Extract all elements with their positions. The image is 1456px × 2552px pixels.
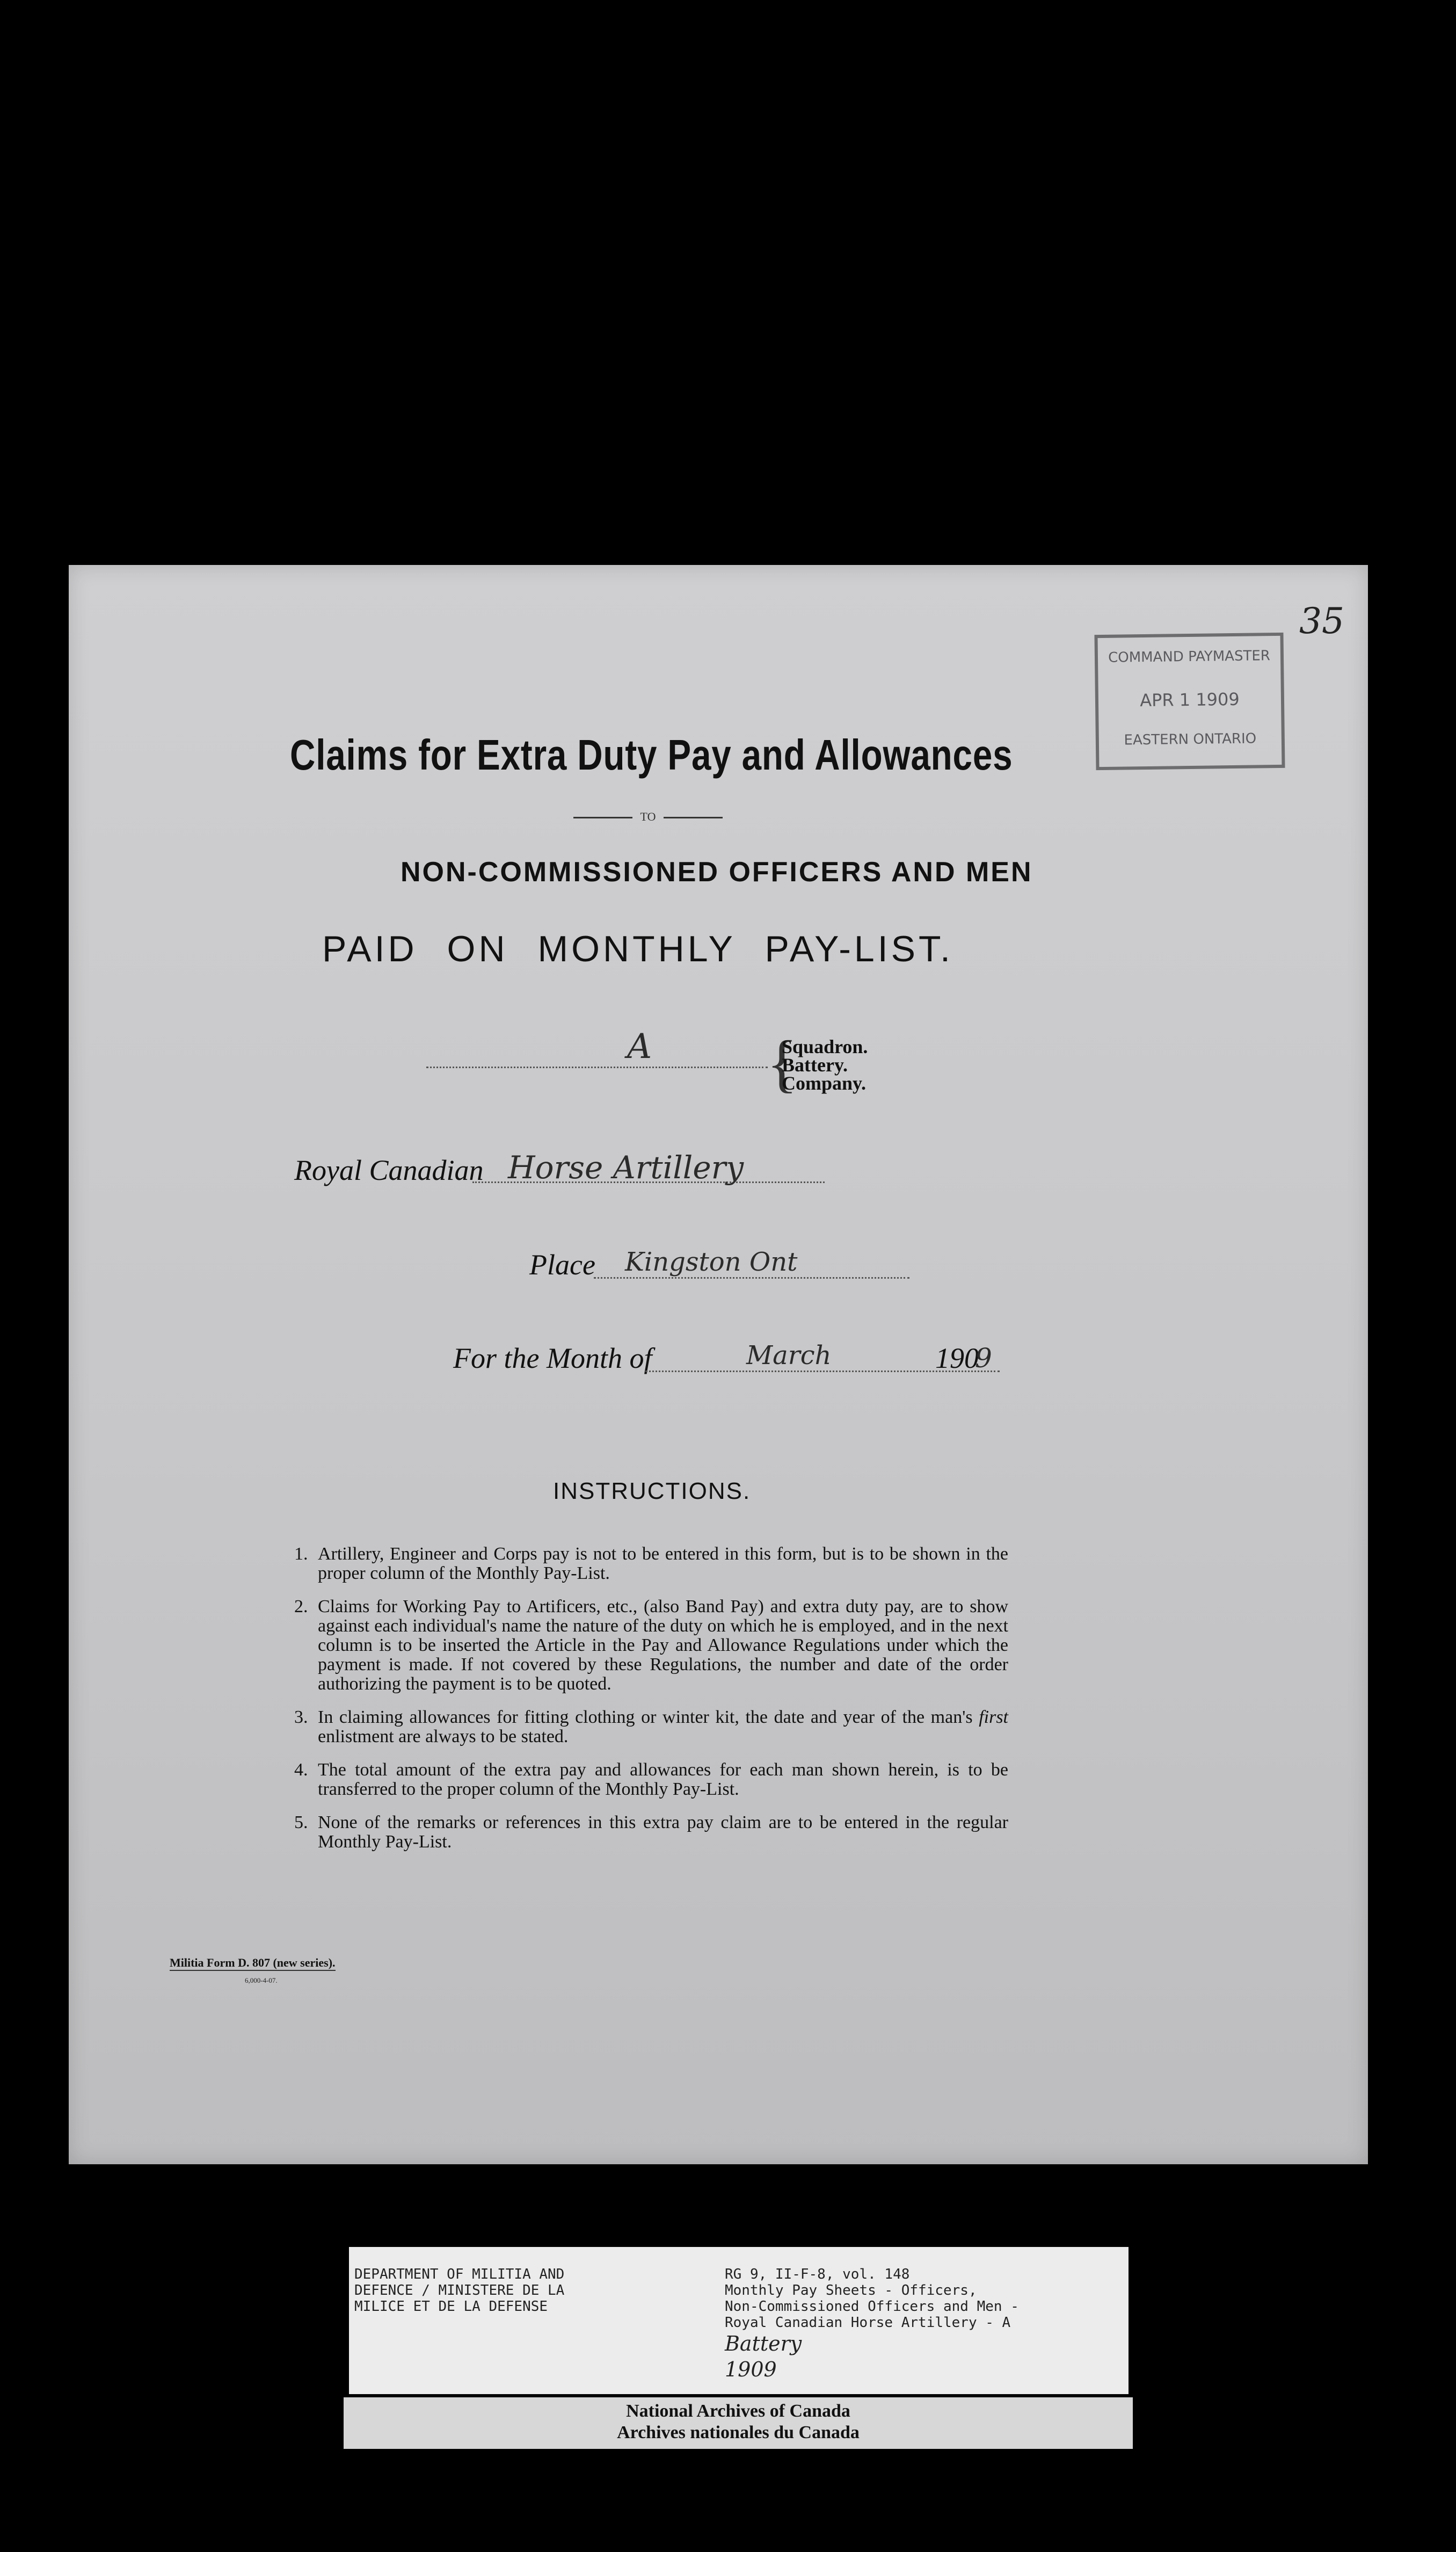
instruction-number: 3. bbox=[294, 1707, 308, 1727]
instruction-text: enlistment are always to be stated. bbox=[318, 1727, 569, 1746]
unit-type-company: Company. bbox=[782, 1072, 867, 1094]
separator-to: TO bbox=[640, 810, 656, 823]
unit-brace: { bbox=[767, 1027, 798, 1099]
separator-rule-right bbox=[664, 817, 723, 818]
place-line bbox=[594, 1277, 909, 1279]
archive-label-reference: RG 9, II-F-8, vol. 148 Monthly Pay Sheets - Officers, Non-Commissioned Officers and Men - Royal Canadian Horse Artillery - A bbox=[725, 2266, 1019, 2331]
year-handwritten: 9 bbox=[975, 1343, 992, 1374]
instruction-item bbox=[294, 1813, 1008, 1852]
place-label: Place bbox=[529, 1249, 595, 1281]
unit-type-list bbox=[782, 1038, 868, 1092]
archive-footer-fr: Archives nationales du Canada bbox=[617, 2423, 860, 2442]
folio-number: 35 bbox=[1299, 600, 1344, 642]
form-print-code: 6,000-4-07. bbox=[245, 1976, 278, 1984]
instruction-item bbox=[294, 1597, 1008, 1694]
corps-label: Royal Canadian bbox=[294, 1154, 484, 1186]
month-value: March bbox=[746, 1340, 832, 1371]
instruction-number: 5. bbox=[294, 1813, 308, 1832]
instruction-number: 2. bbox=[294, 1597, 308, 1616]
stamp-line3: EASTERN ONTARIO bbox=[1124, 730, 1257, 749]
unit-value: A bbox=[627, 1027, 652, 1067]
document-sheet bbox=[69, 565, 1368, 2164]
instruction-number: 4. bbox=[294, 1760, 308, 1780]
year-printed: 190 bbox=[935, 1342, 979, 1374]
instruction-emphasis: first bbox=[979, 1707, 1009, 1727]
instruction-item bbox=[294, 1708, 1008, 1746]
form-title: Claims for Extra Duty Pay and Allowances bbox=[290, 731, 1013, 779]
archive-label-department: DEPARTMENT OF MILITIA AND DEFENCE / MINISTERE DE LA MILICE ET DE LA DEFENSE bbox=[354, 2266, 565, 2315]
archive-footer bbox=[344, 2397, 1133, 2449]
archive-label-handwritten-1: Battery bbox=[725, 2332, 802, 2355]
separator-rule-left bbox=[573, 817, 632, 818]
archive-label-card bbox=[349, 2247, 1129, 2394]
instruction-text: Claims for Working Pay to Artificers, etc., (also Band Pay) and extra duty pay, are to show against each individual's name the nature of the duty on which he is employed, and in the next column is to be inserted the Article in the Pay and Allowance Regulations under which the payment is made. If not covered by these Regulations, the number and date of the order authorizing the payment is to be quoted. bbox=[318, 1597, 1008, 1694]
stamp-date: APR 1 1909 bbox=[1139, 688, 1240, 711]
instructions-heading: INSTRUCTIONS. bbox=[553, 1478, 751, 1504]
month-label: For the Month of bbox=[453, 1342, 652, 1374]
title-separator bbox=[573, 810, 723, 825]
instruction-text: The total amount of the extra pay and allowances for each man shown herein, is to be transferred to the proper column of the Monthly Pay-List. bbox=[318, 1760, 1008, 1799]
unit-type-battery: Battery. bbox=[782, 1054, 848, 1076]
instruction-text: Artillery, Engineer and Corps pay is not to be entered in this form, but is to be shown in the proper column of the Monthly Pay-List. bbox=[318, 1544, 1008, 1583]
corps-value: Horse Artillery bbox=[508, 1149, 744, 1186]
paymaster-stamp bbox=[1094, 633, 1285, 770]
place-value: Kingston Ont bbox=[625, 1247, 798, 1277]
instruction-item bbox=[294, 1760, 1008, 1799]
unit-line bbox=[426, 1067, 768, 1068]
instruction-text: None of the remarks or references in this extra pay claim are to be entered in the regular Monthly Pay-List. bbox=[318, 1813, 1008, 1852]
archive-label-handwritten-2: 1909 bbox=[725, 2358, 777, 2381]
unit-type-squadron: Squadron. bbox=[782, 1036, 868, 1057]
instruction-text: In claiming allowances for fitting clothing or winter kit, the date and year of the man's bbox=[318, 1707, 973, 1727]
form-subtitle-2: PAID ON MONTHLY PAY-LIST. bbox=[322, 929, 953, 969]
instruction-item bbox=[294, 1545, 1008, 1583]
stamp-line1: COMMAND PAYMASTER bbox=[1108, 648, 1271, 666]
form-number: Militia Form D. 807 (new series). bbox=[170, 1956, 336, 1971]
form-subtitle: NON-COMMISSIONED OFFICERS AND MEN bbox=[401, 857, 1033, 888]
instructions-list bbox=[294, 1545, 1008, 1866]
archive-footer-en: National Archives of Canada bbox=[626, 2401, 850, 2421]
instruction-number: 1. bbox=[294, 1544, 308, 1564]
